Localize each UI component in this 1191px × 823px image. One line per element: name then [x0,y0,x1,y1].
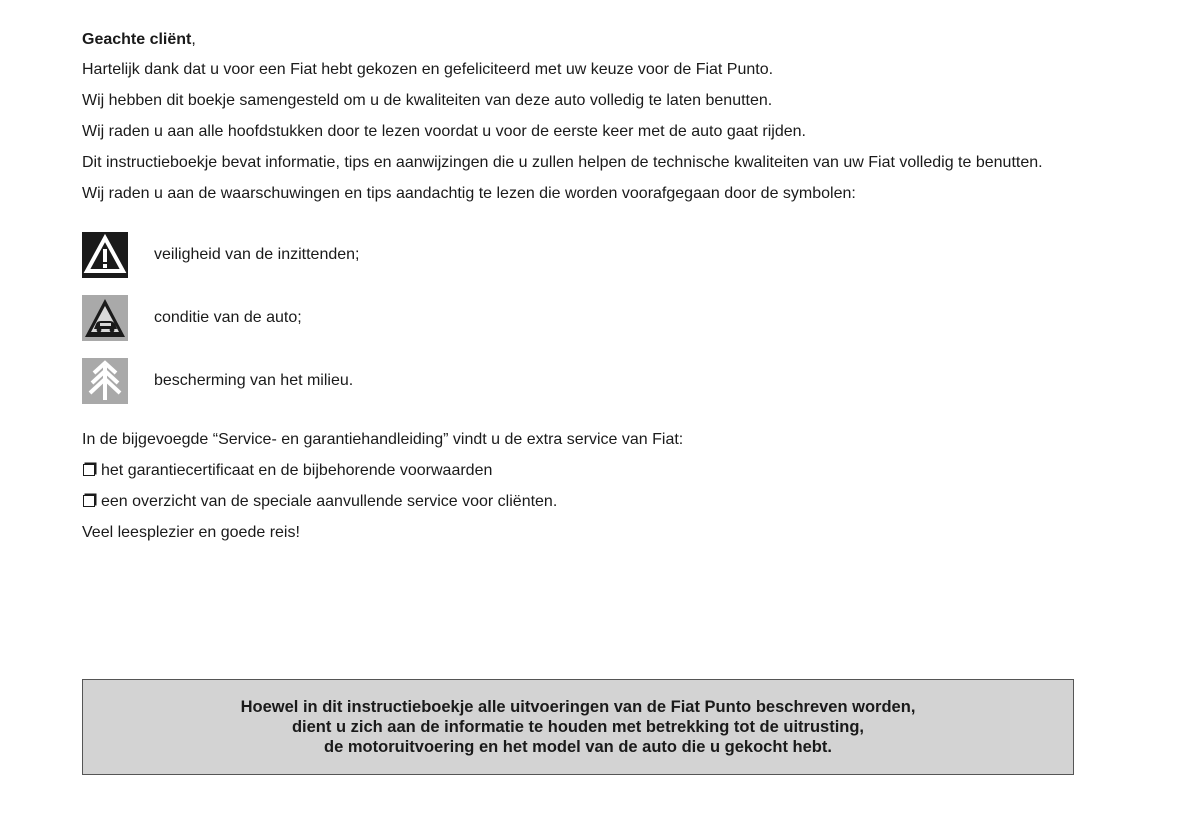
service-item-text: het garantiecertificaat en de bijbehorende voorwaarden [101,462,493,479]
intro-paragraph: Hartelijk dank dat u voor een Fiat hebt gekozen en gefeliciteerd met uw keuze voor de Fiat Punto. [82,61,774,78]
letter-body [82,30,1075,554]
checkbox-bullet-icon [83,495,95,507]
symbol-row-environment [82,358,1075,404]
car-warning-icon [82,295,128,341]
notice-line: Hoewel in dit instructieboekje alle uitvoeringen van de Fiat Punto beschreven worden, [240,698,916,716]
symbol-label: conditie van de auto; [154,309,302,326]
notice-box [82,679,1074,775]
symbol-row-safety [82,232,1075,278]
symbol-label: veiligheid van de inzittenden; [154,246,360,263]
greeting-name: Geachte cliënt [82,31,192,48]
notice-line: de motoruitvoering en het model van de auto die u gekocht hebt. [324,738,832,756]
tree-icon [82,358,128,404]
symbol-legend [82,232,1075,404]
symbol-row-car [82,295,1075,341]
checkbox-bullet-icon [83,464,95,476]
symbol-label: bescherming van het milieu. [154,372,354,389]
greeting-punct: , [191,31,196,48]
notice-line: dient u zich aan de informatie te houden met betrekking tot de uitrusting, [291,718,865,736]
intro-paragraph: Wij hebben dit boekje samengesteld om u de kwaliteiten van deze auto volledig te laten benutten. [82,92,773,109]
service-item [82,492,1075,511]
service-item-text: een overzicht van de speciale aanvullende service voor cliënten. [101,493,558,510]
greeting [82,30,1075,49]
service-item [82,461,1075,480]
warning-triangle-icon [82,232,128,278]
service-intro: In de bijgevoegde “Service- en garantiehandleiding” vindt u de extra service van Fiat: [82,431,684,448]
intro-paragraph: Dit instructieboekje bevat informatie, tips en aanwijzingen die u zullen helpen de technische kwaliteiten van uw Fiat volledig te benutten. [82,154,1043,171]
intro-paragraph: Wij raden u aan de waarschuwingen en tips aandachtig te lezen die worden voorafgegaan door de symbolen: [82,185,856,202]
closing-line: Veel leesplezier en goede reis! [82,524,300,541]
intro-paragraph: Wij raden u aan alle hoofdstukken door te lezen voordat u voor de eerste keer met de auto gaat rijden. [82,123,806,140]
notice-text [241,697,916,757]
